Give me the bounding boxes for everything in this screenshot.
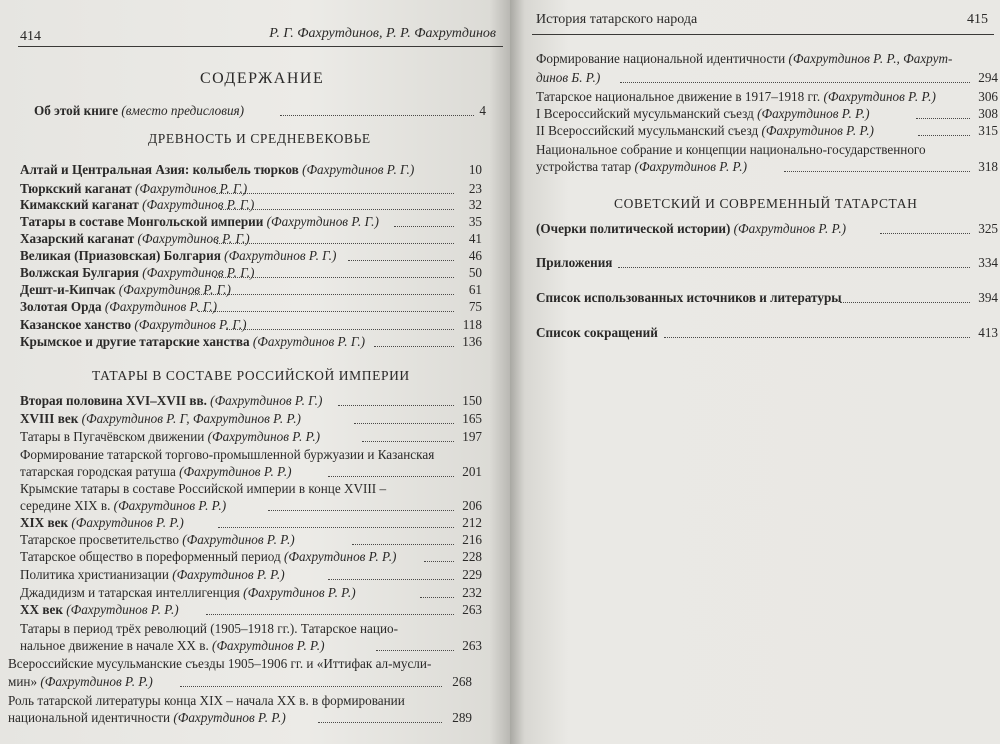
toc-entry[interactable]: Татарское национальное движение в 1917–1918 гг. (Фахрутдинов Р. Р.) 306 xyxy=(536,89,998,104)
toc-entry-author: (Фахрутдинов Р. Г.) xyxy=(252,334,366,349)
toc-entry[interactable]: устройства татар (Фахрутдинов Р. Р.) 318 xyxy=(536,159,998,174)
toc-entry[interactable]: Татарское общество в пореформенный период (Фахрутдинов Р. Р.) 228 xyxy=(20,549,482,564)
toc-entry-line: Национальное собрание и концепции национально-государственного xyxy=(536,142,926,157)
toc-entry-line: Крымские татары в составе Российской империи в конце XVIII – xyxy=(20,481,387,496)
toc-title: СОДЕРЖАНИЕ xyxy=(200,70,325,87)
toc-entry[interactable] xyxy=(20,317,482,334)
toc-entry[interactable]: динов Б. Р.) 294 xyxy=(536,70,998,85)
toc-entry-page: 10 xyxy=(468,162,482,177)
toc-entry-title: Кимакский каганат xyxy=(20,197,139,212)
toc-entry-title: Хазарский каганат xyxy=(20,231,135,246)
toc-entry-title: Казанское ханство xyxy=(20,317,132,332)
toc-entry[interactable] xyxy=(20,214,482,231)
toc-entry[interactable] xyxy=(20,282,482,299)
toc-entry[interactable]: нальное движение в начале XX в. (Фахрутдинов Р. Р.) 263 xyxy=(20,638,482,653)
toc-entry-author: (Фахрутдинов Р. Г.) xyxy=(142,265,255,280)
toc-entry-author: (Фахрутдинов Р. Г.) xyxy=(118,282,231,297)
toc-entry-page: 61 xyxy=(468,282,482,297)
toc-entry-line: Формирование татарской торгово-промышленной буржуазии и Казанская xyxy=(20,447,435,462)
toc-entry[interactable] xyxy=(20,181,482,198)
toc-entry-bibliography[interactable]: Список использованных источников и литературы 394 xyxy=(536,290,998,305)
toc-entry[interactable]: Татары в Пугачёвском движении (Фахрутдинов Р. Р.) 197 xyxy=(20,429,482,444)
header-rule-left xyxy=(18,46,503,47)
toc-entry-title: Великая (Приазовская) Болгария xyxy=(20,248,221,263)
toc-entry-author: (Фахрутдинов Р. Г.) xyxy=(224,248,337,263)
toc-entry-title: Крымское и другие татарские ханства xyxy=(20,334,250,349)
section-heading-empire: ТАТАРЫ В СОСТАВЕ РОССИЙСКОЙ ИМПЕРИИ xyxy=(92,368,410,383)
toc-entry[interactable]: Джадидизм и татарская интеллигенция (Фахрутдинов Р. Р.) 232 xyxy=(20,585,482,600)
toc-entry[interactable] xyxy=(20,334,482,351)
toc-entry[interactable]: мин» (Фахрутдинов Р. Р.) 268 xyxy=(8,674,472,689)
toc-entry-author: (Фахрутдинов Р. Г.) xyxy=(302,162,415,177)
toc-entry-page: 41 xyxy=(468,231,482,246)
toc-entry-page: 35 xyxy=(468,214,482,229)
toc-entry[interactable]: Татарское просветительство (Фахрутдинов Р. Р.) 216 xyxy=(20,532,482,547)
toc-entry-author: (Фахрутдинов Р. Г.) xyxy=(104,299,218,314)
toc-entry-author: (Фахрутдинов Р. Г.) xyxy=(134,317,247,332)
running-head-right: История татарского народа xyxy=(536,12,698,27)
page-number-left: 414 xyxy=(20,29,41,44)
toc-entry-author: (Фахрутдинов Р. Г.) xyxy=(134,181,248,196)
running-head-left: Р. Г. Фахрутдинов, Р. Р. Фахрутдинов xyxy=(269,26,496,41)
toc-entry-title: Татары в составе Монгольской империи xyxy=(20,214,264,229)
toc-entry-page: 23 xyxy=(468,181,482,196)
toc-entry-author: (Фахрутдинов Р. Г.) xyxy=(142,197,255,212)
toc-entry[interactable]: Политика христианизации (Фахрутдинов Р. Р.) 229 xyxy=(20,567,482,582)
toc-entry-title: Дешт-и-Кипчак xyxy=(20,282,116,297)
section-heading-soviet: СОВЕТСКИЙ И СОВРЕМЕННЫЙ ТАТАРСТАН xyxy=(614,196,918,211)
toc-entry[interactable] xyxy=(20,248,482,265)
toc-entry[interactable] xyxy=(20,265,482,282)
toc-entry[interactable] xyxy=(20,231,482,248)
toc-entry-page: 75 xyxy=(468,299,482,314)
toc-entry-author: (Фахрутдинов Р. Г.) xyxy=(266,214,379,229)
toc-entry[interactable] xyxy=(20,197,482,214)
toc-entry-line: Татары в период трёх революций (1905–1918 гг.). Татарское нацио- xyxy=(20,621,398,636)
toc-entry[interactable] xyxy=(20,299,482,316)
toc-entry-abbreviations[interactable]: Список сокращений 413 xyxy=(536,325,998,340)
toc-entry[interactable] xyxy=(20,162,482,179)
toc-entry-title: Золотая Орда xyxy=(20,299,102,314)
toc-entry-author: (Фахрутдинов Р. Г.) xyxy=(137,231,250,246)
toc-entry[interactable]: XX век (Фахрутдинов Р. Р.) 263 xyxy=(20,602,482,617)
toc-entry-title: Алтай и Центральная Азия: колыбель тюрков xyxy=(20,162,299,177)
toc-entry-title: Волжская Булгария xyxy=(20,265,139,280)
toc-entry[interactable]: II Всероссийский мусульманский съезд (Фахрутдинов Р. Р.) 315 xyxy=(536,123,998,138)
toc-entry-line: Всероссийские мусульманские съезды 1905–1906 гг. и «Иттифак ал-мусли- xyxy=(8,656,432,671)
toc-entry[interactable]: XIX век (Фахрутдинов Р. Р.) 212 xyxy=(20,515,482,530)
toc-entry-page: 118 xyxy=(462,317,482,332)
section-heading-ancient: ДРЕВНОСТЬ И СРЕДНЕВЕКОВЬЕ xyxy=(148,131,371,146)
right-page xyxy=(510,0,1000,744)
toc-entry-page: 46 xyxy=(468,248,482,263)
toc-entry-line: Формирование национальной идентичности (Фахрутдинов Р. Р., Фахрут- xyxy=(536,51,953,66)
toc-entry[interactable]: I Всероссийский мусульманский съезд (Фахрутдинов Р. Р.) 308 xyxy=(536,106,998,121)
toc-entry[interactable]: татарская городская ратуша (Фахрутдинов Р. Р.) 201 xyxy=(20,464,482,479)
page-number-right: 415 xyxy=(967,12,988,27)
toc-entry[interactable]: XVIII век (Фахрутдинов Р. Г, Фахрутдинов Р. Р.) 165 xyxy=(20,411,482,426)
toc-entry-title: Тюркский каганат xyxy=(20,181,132,196)
header-rule-right xyxy=(532,34,994,35)
toc-entry-line: Роль татарской литературы конца XIX – начала XX в. в формировании xyxy=(8,693,405,708)
toc-entry[interactable]: (Очерки политической истории) (Фахрутдинов Р. Р.) 325 xyxy=(536,221,998,236)
toc-entry-intro[interactable]: Об этой книге (вместо предисловия) 4 xyxy=(34,103,486,118)
toc-entry-page: 32 xyxy=(468,197,482,212)
toc-entry[interactable]: Вторая половина XVI–XVII вв. (Фахрутдинов Р. Г.) 150 xyxy=(20,393,482,408)
toc-entry[interactable]: середине XIX в. (Фахрутдинов Р. Р.) 206 xyxy=(20,498,482,513)
toc-entry-page: 136 xyxy=(462,334,482,349)
toc-entry-page: 50 xyxy=(468,265,482,280)
toc-entry-appendix[interactable]: Приложения 334 xyxy=(536,255,998,270)
toc-entry[interactable]: национальной идентичности (Фахрутдинов Р. Р.) 289 xyxy=(8,710,472,725)
